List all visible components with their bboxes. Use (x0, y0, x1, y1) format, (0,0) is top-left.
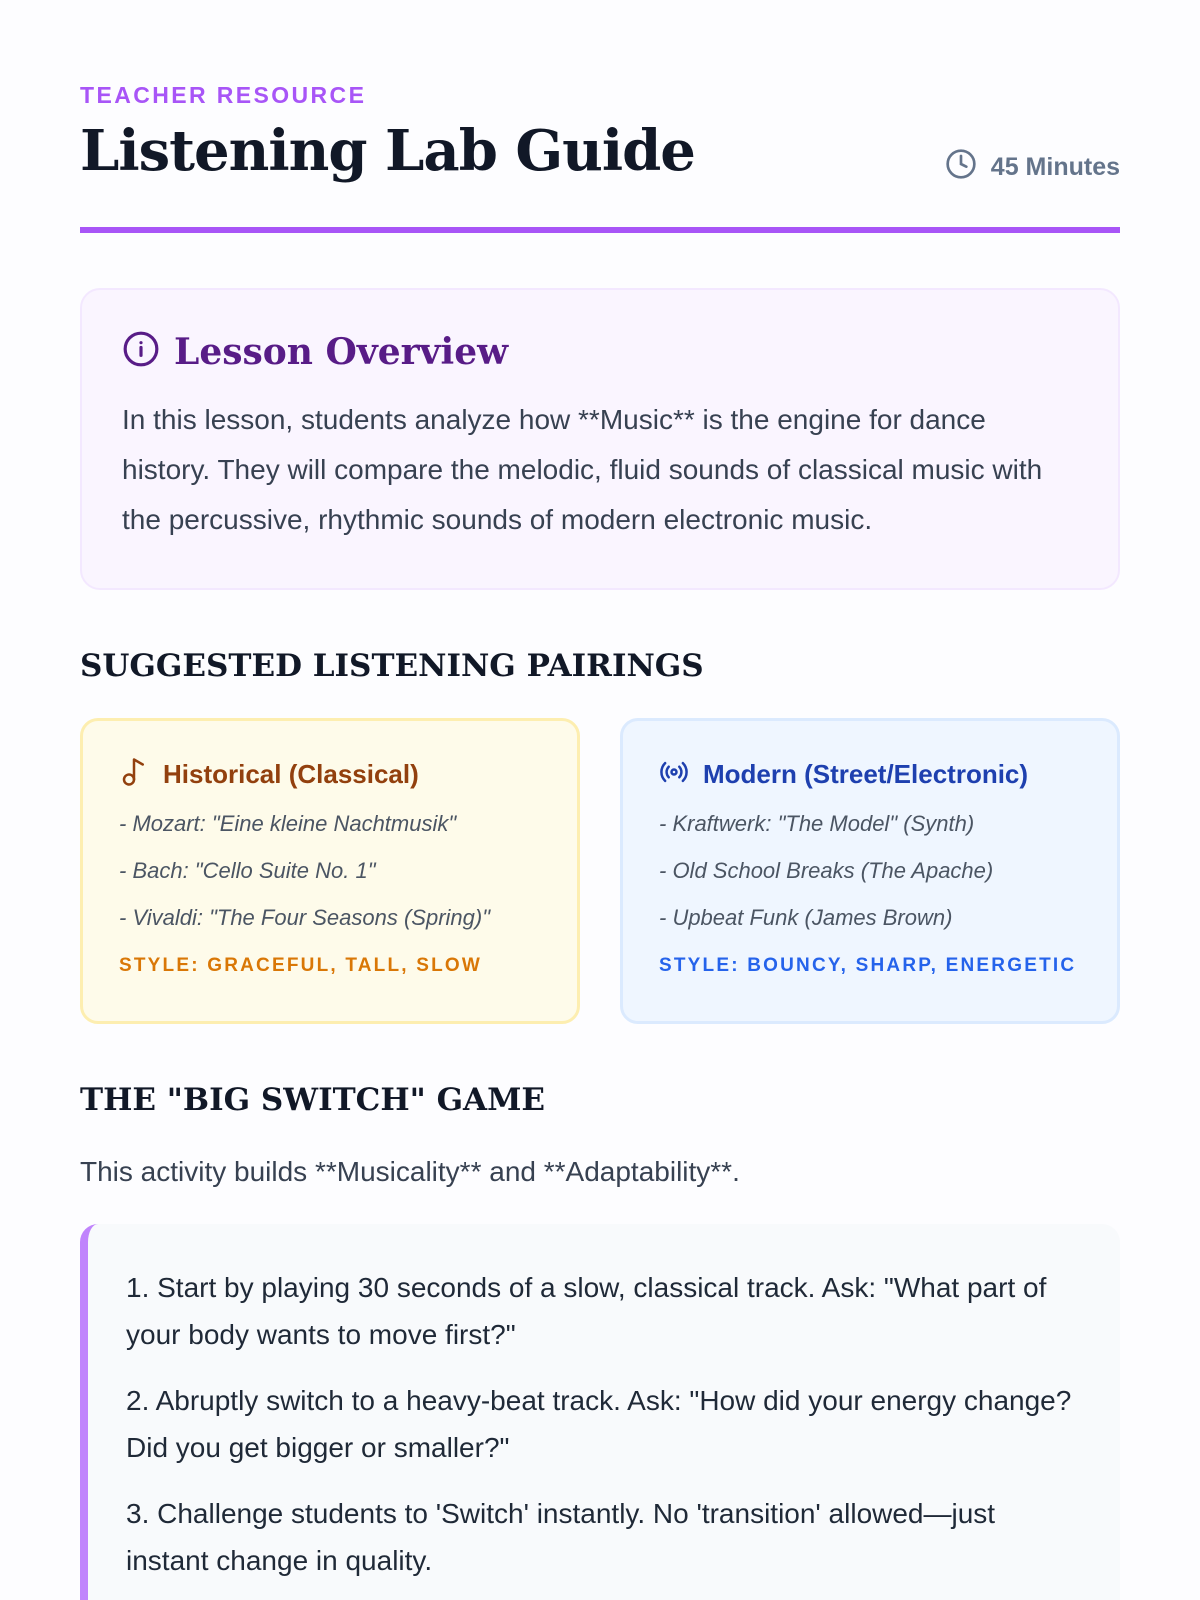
list-item: - Vivaldi: "The Four Seasons (Spring)" (119, 905, 491, 930)
overview-header (122, 330, 1078, 373)
historical-card-title: Historical (Classical) (163, 759, 419, 789)
modern-card-header (659, 757, 1083, 792)
historical-style-tag: STYLE: GRACEFUL, TALL, SLOW (119, 955, 483, 976)
header-divider (80, 227, 1120, 233)
modern-track-list (659, 800, 1083, 941)
overview-title: Lesson Overview (174, 330, 509, 373)
broadcast-icon (659, 757, 689, 792)
duration-text: 45 Minutes (990, 153, 1120, 181)
overview-text: In this lesson, students analyze how **Music** is the engine for dance history. They will compare the melodic, fluid sounds of classical music with the percussive, rhythmic sounds of modern electronic music. (122, 404, 1043, 535)
game-intro: This activity builds **Musicality** and **Adaptability**. (80, 1156, 740, 1187)
duration-badge (945, 148, 1120, 187)
game-heading: THE "BIG SWITCH" GAME (80, 1082, 546, 1118)
historical-card (80, 718, 580, 1024)
list-item: - Bach: "Cello Suite No. 1" (119, 858, 376, 883)
clock-icon (945, 148, 977, 187)
music-note-icon (119, 757, 149, 792)
modern-style-tag: STYLE: BOUNCY, SHARP, ENERGETIC (659, 955, 1077, 976)
historical-card-header (119, 757, 543, 792)
modern-card-title: Modern (Street/Electronic) (703, 759, 1029, 789)
info-icon (122, 330, 160, 373)
list-item: - Kraftwerk: "The Model" (Synth) (659, 811, 975, 836)
list-item: - Upbeat Funk (James Brown) (659, 905, 953, 930)
list-item: 1. Start by playing 30 seconds of a slow, classical track. Ask: "What part of your body wants to move first?" (126, 1272, 1047, 1350)
modern-card (620, 718, 1120, 1024)
game-steps-panel (80, 1224, 1120, 1600)
list-item: - Mozart: "Eine kleine Nachtmusik" (119, 811, 457, 836)
lesson-overview-panel (80, 288, 1120, 590)
eyebrow-label: TEACHER RESOURCE (80, 82, 367, 108)
list-item: 2. Abruptly switch to a heavy-beat track. Ask: "How did your energy change? Did you get bigger or smaller?" (126, 1385, 1072, 1463)
list-item: - Old School Breaks (The Apache) (659, 858, 994, 883)
page-title: Listening Lab Guide (80, 118, 695, 184)
historical-track-list (119, 800, 543, 941)
pairings-heading: SUGGESTED LISTENING PAIRINGS (80, 648, 704, 684)
list-item: 3. Challenge students to 'Switch' instantly. No 'transition' allowed—just instant change in quality. (126, 1498, 996, 1576)
